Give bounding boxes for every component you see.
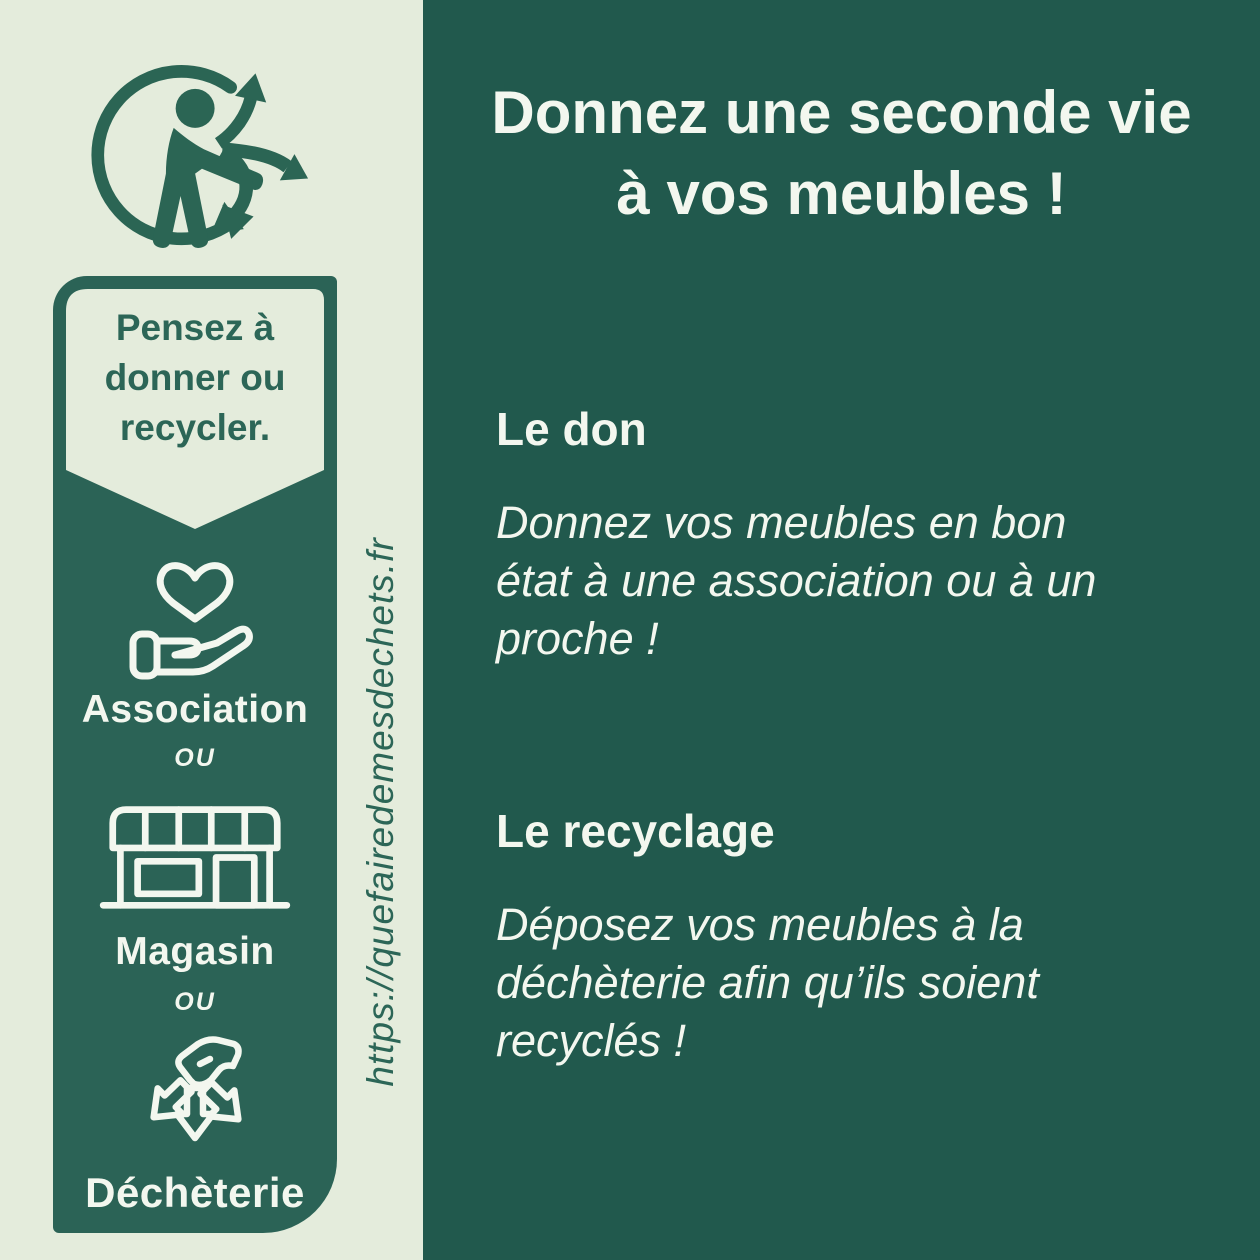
section-le-recyclage bbox=[496, 804, 1039, 1070]
page-title-line: Donnez une seconde vie bbox=[491, 79, 1192, 146]
sidebar-item-magasin: Magasin bbox=[115, 930, 275, 973]
section-body-line: Déposez vos meubles à la bbox=[496, 899, 1024, 950]
page-title bbox=[423, 72, 1260, 234]
left-column bbox=[0, 0, 423, 1260]
section-body-line: état à une association ou à un bbox=[496, 555, 1097, 606]
banner-slogan-line: Pensez à bbox=[115, 307, 275, 348]
hand-sorting-icon bbox=[134, 1036, 256, 1160]
heart-in-hand-icon bbox=[125, 554, 265, 682]
section-body-line: déchèterie afin qu’ils soient bbox=[496, 957, 1039, 1008]
section-le-don bbox=[496, 402, 1096, 668]
section-body bbox=[496, 494, 1096, 668]
sidebar-item-decheterie: Déchèterie bbox=[85, 1169, 305, 1216]
main-panel bbox=[423, 0, 1260, 1260]
website-url: https://quefairedemesdechets.fr bbox=[360, 537, 401, 1087]
section-body-line: recyclés ! bbox=[496, 1015, 687, 1066]
separator-ou: OU bbox=[174, 988, 216, 1016]
banner-slogan bbox=[66, 303, 324, 453]
section-body bbox=[496, 896, 1039, 1070]
section-body-line: Donnez vos meubles en bon bbox=[496, 497, 1067, 548]
section-heading: Le recyclage bbox=[496, 805, 775, 857]
section-body-line: proche ! bbox=[496, 613, 659, 664]
donate-recycle-banner bbox=[53, 276, 337, 1233]
triman-recycling-logo-icon bbox=[88, 48, 312, 270]
storefront-icon bbox=[99, 802, 291, 912]
page-title-line: à vos meubles ! bbox=[616, 160, 1067, 227]
section-heading: Le don bbox=[496, 403, 647, 455]
banner-slogan-line: recycler. bbox=[119, 407, 271, 448]
banner-slogan-line: donner ou bbox=[104, 357, 286, 398]
separator-ou: OU bbox=[174, 744, 216, 772]
sidebar-item-association: Association bbox=[81, 688, 309, 731]
